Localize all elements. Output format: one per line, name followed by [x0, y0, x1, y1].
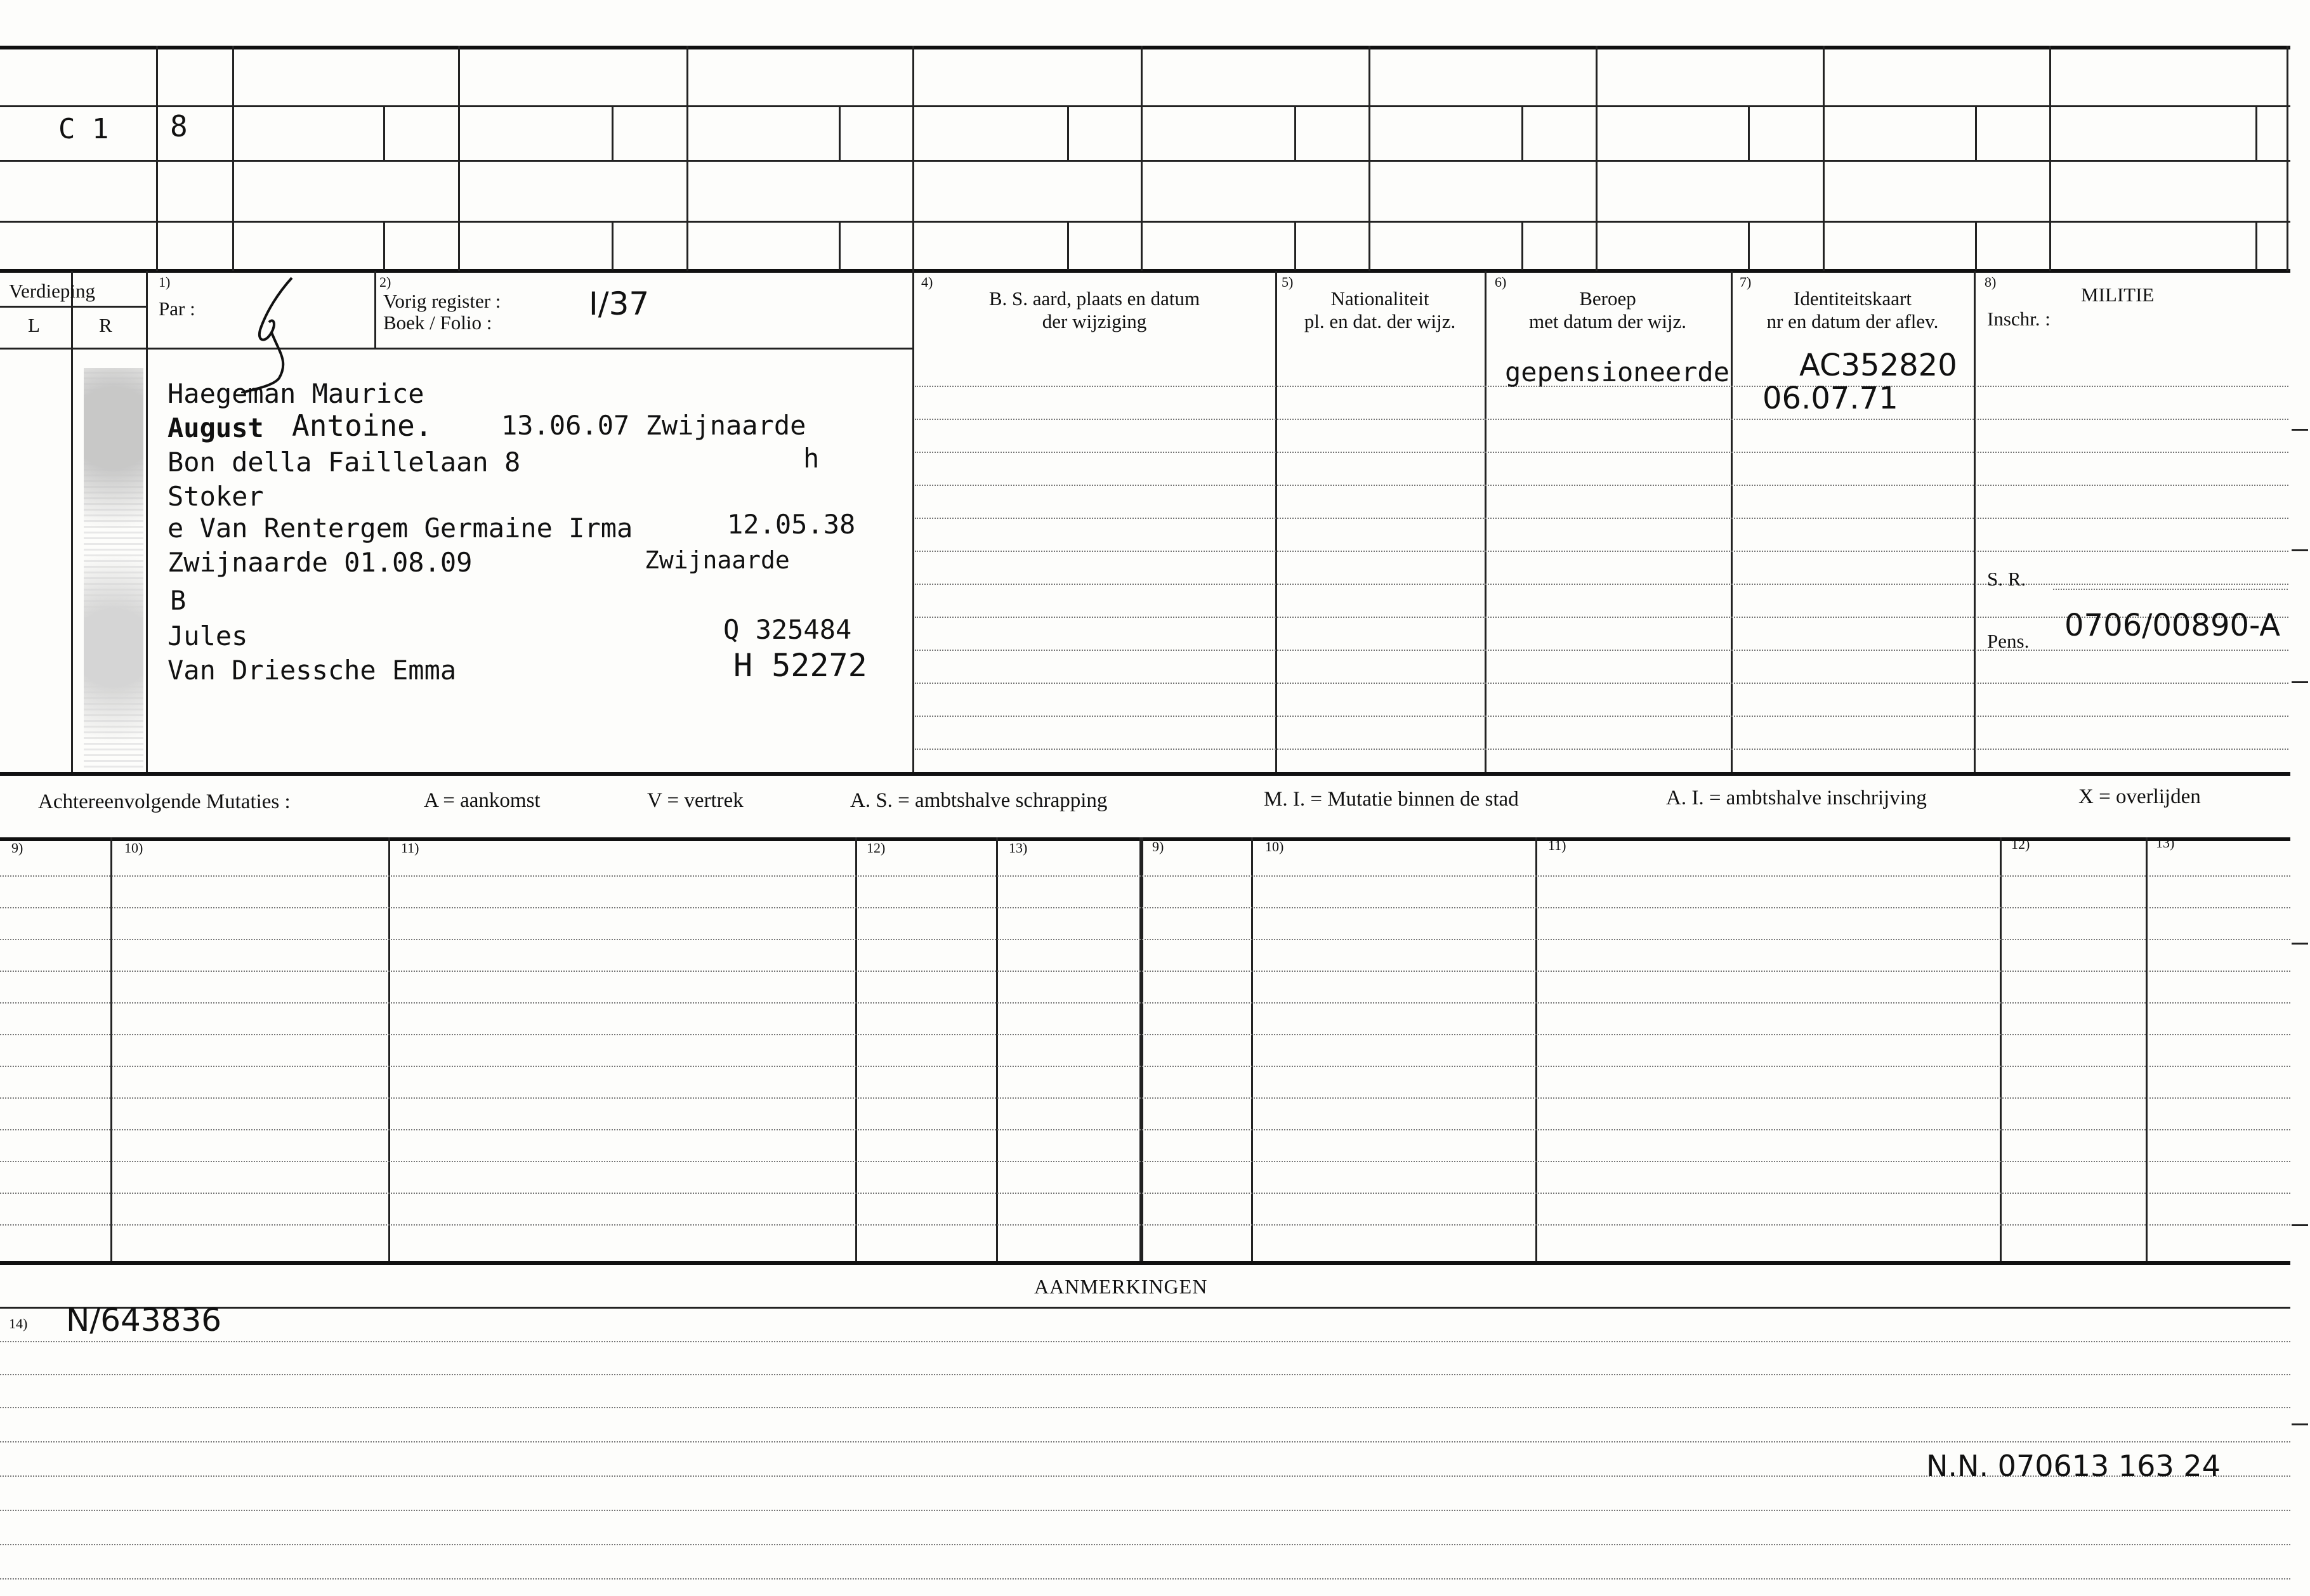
aanmerkingen-title: AANMERKINGEN	[1034, 1275, 1208, 1298]
legend-mutatie-binnen-stad: M. I. = Mutatie binnen de stad	[1264, 788, 1519, 811]
mutaties-col-13-left: 13)	[1009, 840, 1028, 856]
id-card-date: 06.07.71	[1762, 381, 1898, 416]
mutaties-col-11-left: 11)	[401, 840, 419, 856]
person-address: Bon della Faillelaan 8	[167, 447, 521, 478]
verdieping-label: Verdieping	[9, 280, 96, 302]
person-spouse-birth: Zwijnaarde 01.08.09	[167, 547, 473, 578]
mutaties-col-12-left: 12)	[867, 840, 886, 856]
person-occupation: Stoker	[167, 481, 264, 512]
field-4-number: 4)	[921, 274, 933, 290]
field-1-number: 1)	[159, 274, 171, 290]
vorig-register-label: Vorig register :	[383, 290, 501, 312]
field-14-number: 14)	[9, 1316, 28, 1331]
field-5-header-line1: Nationaliteit	[1330, 287, 1429, 310]
field-5-number: 5)	[1282, 274, 1294, 290]
register-code: C 1	[58, 113, 109, 145]
person-mother-code: H 52272	[733, 647, 867, 684]
field-7-header-line1: Identiteitskaart	[1794, 287, 1912, 310]
sr-label: S. R.	[1987, 568, 2026, 590]
legend-ambtshalve-schrapping: A. S. = ambtshalve schrapping	[850, 789, 1108, 812]
par-label: Par :	[159, 298, 195, 320]
id-card-number: AC352820	[1799, 348, 1957, 383]
person-spouse-birthplace: Zwijnaarde	[645, 546, 790, 574]
mutaties-label: Achtereenvolgende Mutaties :	[38, 790, 291, 813]
field-6-header-line1: Beroep	[1579, 287, 1636, 310]
field-4-header-line2: der wijziging	[1042, 310, 1147, 332]
legend-ambtshalve-inschrijving: A. I. = ambtshalve inschrijving	[1666, 787, 1927, 809]
person-name: Haegeman Maurice	[167, 378, 424, 409]
person-birth: 13.06.07 Zwijnaarde	[501, 410, 806, 441]
militie-label: MILITIE	[2081, 284, 2155, 306]
field-7-number: 7)	[1740, 274, 1752, 290]
field-6-number: 6)	[1495, 274, 1507, 290]
national-number: N.N. 070613 163 24	[1926, 1449, 2221, 1483]
field-8-number: 8)	[1985, 274, 1997, 290]
pens-value: 0706/00890-A	[2064, 608, 2281, 643]
verdieping-right: R	[99, 314, 112, 336]
pens-label: Pens.	[1987, 630, 2030, 652]
par-signature	[241, 266, 311, 393]
field-2-number: 2)	[379, 274, 391, 290]
inschr-label: Inschr. :	[1987, 308, 2051, 330]
legend-vertrek: V = vertrek	[647, 789, 744, 812]
person-marriage-date: 12.05.38	[727, 509, 856, 540]
mutaties-col-10-right: 10)	[1265, 839, 1284, 854]
person-address-mark: h	[803, 443, 820, 474]
legend-overlijden: X = overlijden	[2078, 785, 2201, 808]
person-middle-name: Antoine.	[292, 409, 433, 443]
mutaties-col-9-left: 9)	[11, 840, 23, 856]
person-nationality: B	[170, 585, 187, 616]
mutaties-col-9-right: 9)	[1152, 839, 1164, 854]
field-6-header-line2: met datum der wijz.	[1529, 310, 1686, 332]
person-father: Jules	[167, 620, 248, 651]
legend-aankomst: A = aankomst	[424, 789, 541, 812]
mutaties-col-10-left: 10)	[124, 840, 143, 856]
person-spouse: e Van Rentergem Germaine Irma	[167, 513, 633, 544]
mutaties-col-11-right: 11)	[1548, 837, 1566, 853]
beroep-entry: gepensioneerde	[1505, 356, 1730, 388]
field-7-header-line2: nr en datum der aflev.	[1766, 310, 1939, 332]
field-5-header-line2: pl. en dat. der wijz.	[1304, 310, 1456, 332]
boek-folio-label: Boek / Folio :	[383, 311, 492, 334]
verdieping-left: L	[28, 314, 40, 336]
person-father-code: Q 325484	[723, 614, 852, 645]
field-4-header-line1: B. S. aard, plaats en datum	[988, 287, 1200, 310]
mutaties-col-13-right: 13)	[2156, 835, 2175, 851]
register-number: 8	[170, 109, 188, 143]
stamp-mark	[84, 368, 143, 768]
vorig-register-value: I/37	[589, 285, 650, 322]
aanmerkingen-value: N/643836	[66, 1302, 222, 1338]
person-father-first: August	[167, 412, 264, 443]
person-mother: Van Driessche Emma	[167, 655, 457, 686]
mutaties-col-12-right: 12)	[2011, 836, 2030, 852]
